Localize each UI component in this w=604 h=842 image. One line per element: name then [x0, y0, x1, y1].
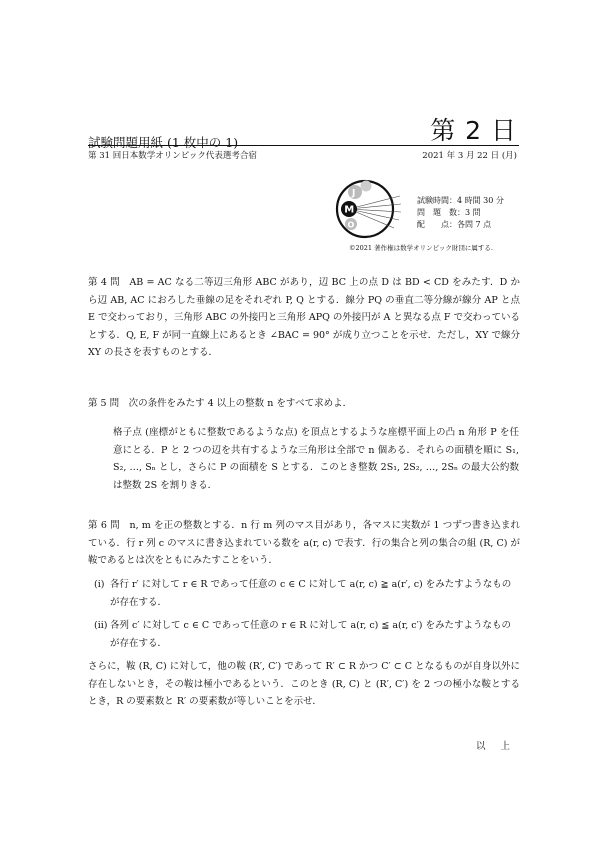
problem-6: 第 6 問 n, m を正の整数とする．n 行 m 列のマス目があり，各マスに実数が 1 つずつ書き込まれている．行 r 列 c のマスに書き込まれている数を a(r, c) で表す．行の集合と列の集合の組 (R, C) が鞍であるとは次をともにみたすことをいう． — [88, 520, 520, 566]
problem-6-condition-i — [88, 576, 520, 611]
points: 配 点：各問 7 点 — [417, 220, 492, 229]
event-name: 第 31 回日本数学オリンピック代表選考合宿 — [88, 151, 257, 161]
copyright-notice: ©2021 著作権は数学オリンピック財団に属する. — [349, 244, 493, 252]
condition-ii-text: 各列 c′ に対して c ∈ C であって任意の r ∈ R に対して a(r, c) ≦ a(r, c′) をみたすようなものが存在する． — [110, 620, 511, 649]
problem-6-condition-ii — [88, 617, 520, 652]
exam-date: 2021 年 3 月 22 日 (月) — [422, 151, 517, 161]
logo-letter-j: J — [352, 188, 356, 199]
jmo-logo — [334, 178, 404, 240]
condition-i-text: 各行 r′ に対して r ∈ R であって任意の c ∈ C に対して a(r, c) ≧ a(r′, c) をみたすようなものが存在する． — [110, 579, 512, 608]
problem-5-condition: 格子点 (座標がともに整数であるような点) を頂点とするような座標平面上の凸 n 角形 P を任意にとる．P と 2 つの辺を共有するような三角形は全部で n 個ある．それらの面積を順に S₁, S₂, …, Sₙ とし，さらに P の面積を S とする．このとき整数 2S₁, 2S₂, …, 2Sₙ の最大公約数は整数 2S を割りきる． — [113, 427, 519, 491]
header-rule — [88, 145, 519, 146]
problem-count: 問 題 数：3 問 — [417, 208, 481, 217]
condition-i-label: (i) — [94, 579, 105, 590]
exam-time: 試験時間：4 時間 30 分 — [417, 196, 504, 205]
problem-4: 第 4 問 AB = AC なる二等辺三角形 ABC があり，辺 BC 上の点 D は BD < CD をみたす．D から辺 AB, AC におろした垂線の足をそれぞれ P, Q とする．線分 PQ の垂直二等分線が線分 AP と点 E で交わっており，三角形 ABC の外接円と三角形 APQ の外接円が A と異なる点 F で交わっているとする．Q, E, F が同一直線上にあるとき ∠BAC = 90° が成り立つことを示せ．ただし，XY で線分 XY の長さを表すものとする． — [88, 277, 520, 358]
day-title: 第 2 日 — [430, 116, 517, 145]
logo-letter-m: M — [344, 204, 355, 216]
condition-ii-label: (ii) — [94, 620, 108, 631]
logo-letter-o: O — [347, 220, 355, 230]
end-mark: 以 上 — [475, 741, 516, 752]
exam-info — [417, 195, 504, 231]
sheet-title: 試験問題用紙 (1 枚中の 1) — [88, 135, 239, 150]
problem-6-conclusion: さらに，鞍 (R, C) に対して，他の鞍 (R′, C′) であって R′ ⊂ R かつ C′ ⊂ C となるものが自身以外に存在しないとき，その鞍は極小であるという．このとき (R, C) と (R′, C′) を 2 つの極小な鞍とするとき，R の要素数と R′ の要素数が等しいことを示せ． — [88, 661, 520, 707]
problem-5: 第 5 問 次の条件をみたす 4 以上の整数 n をすべて求めよ． — [88, 398, 353, 409]
